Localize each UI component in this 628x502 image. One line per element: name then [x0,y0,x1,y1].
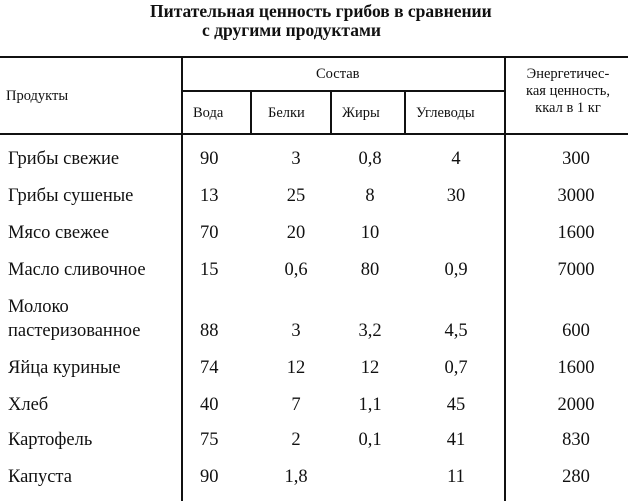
header-fat: Жиры [342,105,380,121]
cell-fat: 12 [360,358,380,378]
row-name-line-2: пастеризованное [8,321,141,341]
divider-protein [330,91,332,134]
cell-water: 15 [200,260,219,280]
row-name: Хлеб [8,395,49,415]
header-bottom-rule [0,133,628,135]
cell-energy: 600 [562,321,590,341]
cell-energy: 3000 [557,186,595,206]
row-name: Грибы свежие [8,149,120,169]
header-energy-line-3: ккал в 1 кг [535,100,601,116]
cell-fat: 0,8 [358,149,382,169]
cell-fat: 80 [360,260,380,280]
title-line-2: с другими продуктами [202,20,381,40]
cell-fat: 0,1 [358,430,382,450]
header-composition: Состав [316,66,360,82]
header-water: Вода [193,105,224,121]
cell-water: 88 [200,321,219,341]
cell-protein: 2 [291,430,301,450]
cell-protein: 0,6 [284,260,308,280]
cell-energy: 280 [562,467,590,487]
cell-carbs: 41 [446,430,466,450]
cell-carbs: 11 [447,467,465,487]
cell-protein: 7 [291,395,301,415]
header-product: Продукты [6,88,69,104]
header-energy-line-2: кая ценность, [526,83,610,99]
cell-water: 75 [200,430,219,450]
divider-energy [504,57,506,501]
cell-protein: 12 [286,358,306,378]
top-rule [0,56,628,58]
cell-fat: 8 [365,186,375,206]
cell-energy: 7000 [557,260,595,280]
row-name: Яйца куриные [8,358,121,378]
row-name: Грибы сушеные [8,186,134,206]
cell-energy: 1600 [557,358,595,378]
cell-carbs: 0,9 [444,260,468,280]
cell-energy: 1600 [557,223,595,243]
row-name: Капуста [8,467,72,487]
cell-carbs: 4 [451,149,461,169]
divider-product [181,57,183,501]
cell-water: 40 [200,395,219,415]
row-name: Масло сливочное [8,260,146,280]
cell-carbs: 0,7 [444,358,468,378]
cell-protein: 25 [286,186,306,206]
title-line-1: Питательная ценность грибов в сравнении [150,1,492,21]
cell-carbs: 45 [446,395,466,415]
cell-carbs: 30 [446,186,466,206]
divider-water [250,91,252,134]
composition-rule [181,90,504,92]
header-energy [512,66,624,117]
row-name: Мясо свежее [8,223,110,243]
header-carbs: Углеводы [416,105,475,121]
cell-fat: 10 [360,223,380,243]
cell-energy: 2000 [557,395,595,415]
cell-water: 90 [200,467,219,487]
cell-protein: 3 [291,321,301,341]
cell-water: 74 [200,358,219,378]
row-name: Молоко [8,297,69,317]
cell-water: 70 [200,223,219,243]
header-energy-line-1: Энергетичес- [526,66,610,82]
cell-water: 90 [200,149,219,169]
header-protein: Белки [268,105,305,121]
cell-water: 13 [200,186,219,206]
divider-fat [404,91,406,134]
cell-protein: 1,8 [284,467,308,487]
cell-protein: 3 [291,149,301,169]
cell-protein: 20 [286,223,306,243]
table-title [150,2,590,40]
cell-energy: 300 [562,149,590,169]
cell-fat: 1,1 [358,395,382,415]
row-name: Картофель [8,430,93,450]
cell-carbs: 4,5 [444,321,468,341]
cell-fat: 3,2 [358,321,382,341]
cell-energy: 830 [562,430,590,450]
